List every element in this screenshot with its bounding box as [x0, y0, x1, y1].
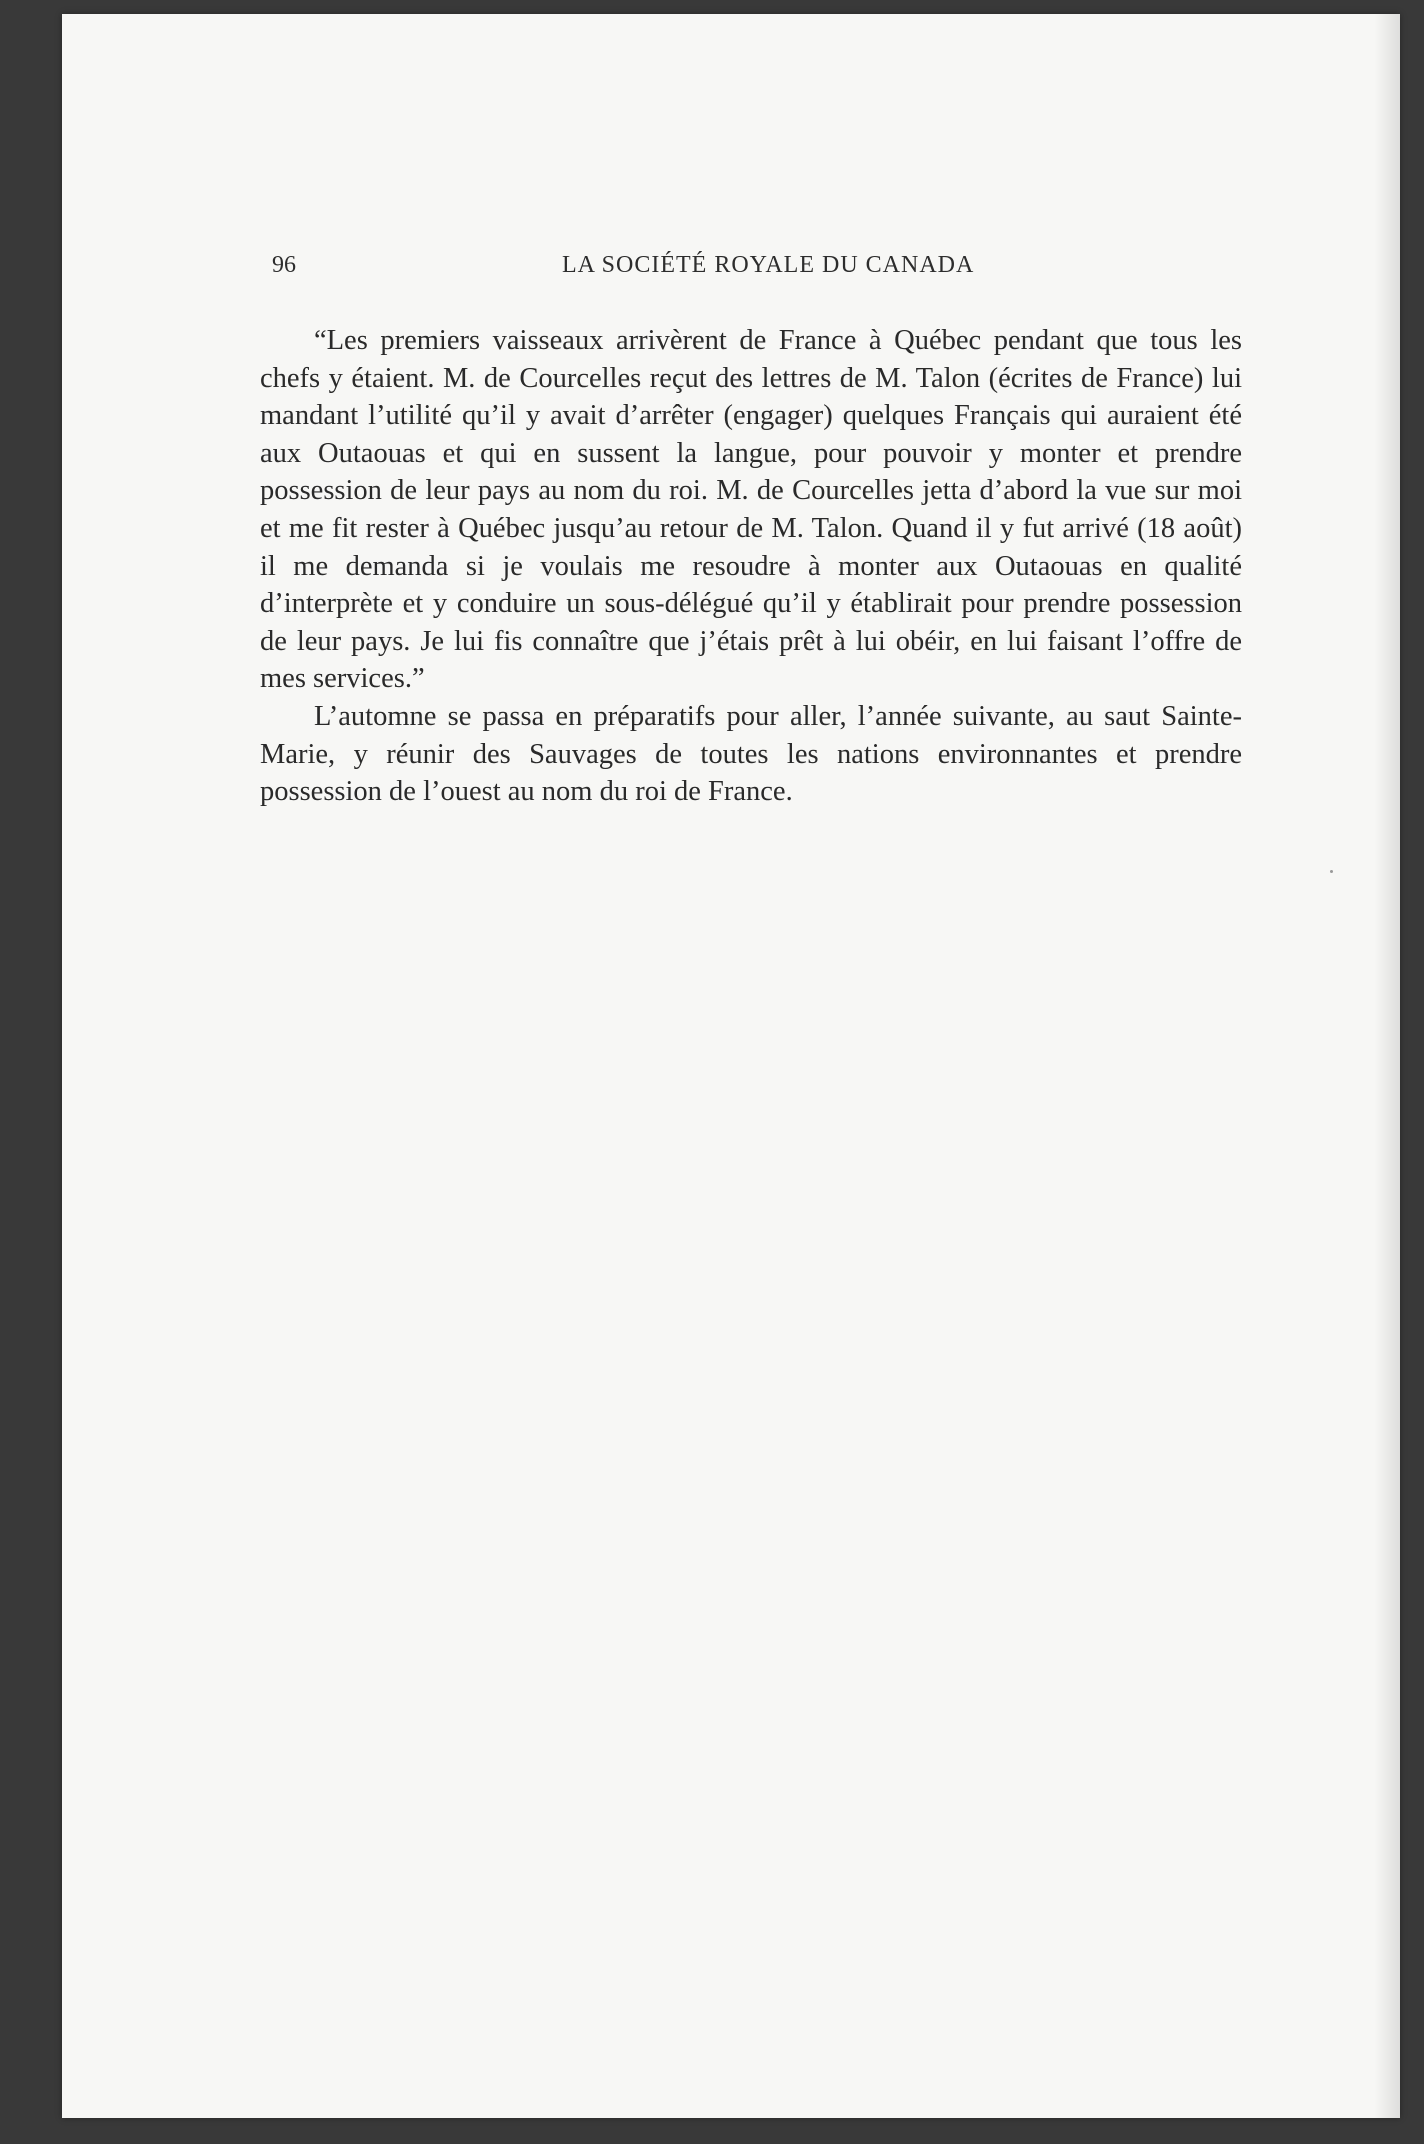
running-title: LA SOCIÉTÉ ROYALE DU CANADA [562, 252, 975, 278]
page-number: 96 [272, 252, 296, 278]
body-text [260, 322, 1242, 811]
page-header [272, 246, 1242, 286]
book-page [62, 14, 1400, 2118]
paragraph-quote: “Les premiers vaisseaux arrivèrent de France à Québec pendant que tous les chefs y étaient. M. de Courcelles reçut des lettres de M. Talon (écrites de France) lui mandant l’utilité qu’il y avait d’arrêter (engager) quelques Français qui auraient été aux Outaouas et qui en sussent la langue, pour pouvoir y monter et prendre possession de leur pays au nom du roi. M. de Courcelles jetta d’abord la vue sur moi et me fit rester à Québec jusqu’au retour de M. Talon. Quand il y fut arrivé (18 août) il me demanda si je voulais me resoudre à monter aux Outaouas en qualité d’interprète et y conduire un sous-délégué qu’il y établirait pour prendre possession de leur pays. Je lui fis connaître que j’étais prêt à lui obéir, en lui faisant l’offre de mes services.” [260, 325, 1242, 695]
page-edge-shadow [1374, 14, 1400, 2118]
scan-speck [1330, 870, 1333, 873]
paragraph-narrative: L’automne se passa en préparatifs pour aller, l’année suivante, au saut Sainte-Marie, y réunir des Sauvages de toutes les nations environnantes et prendre possession de l’ouest au nom du roi de France. [260, 700, 1242, 808]
